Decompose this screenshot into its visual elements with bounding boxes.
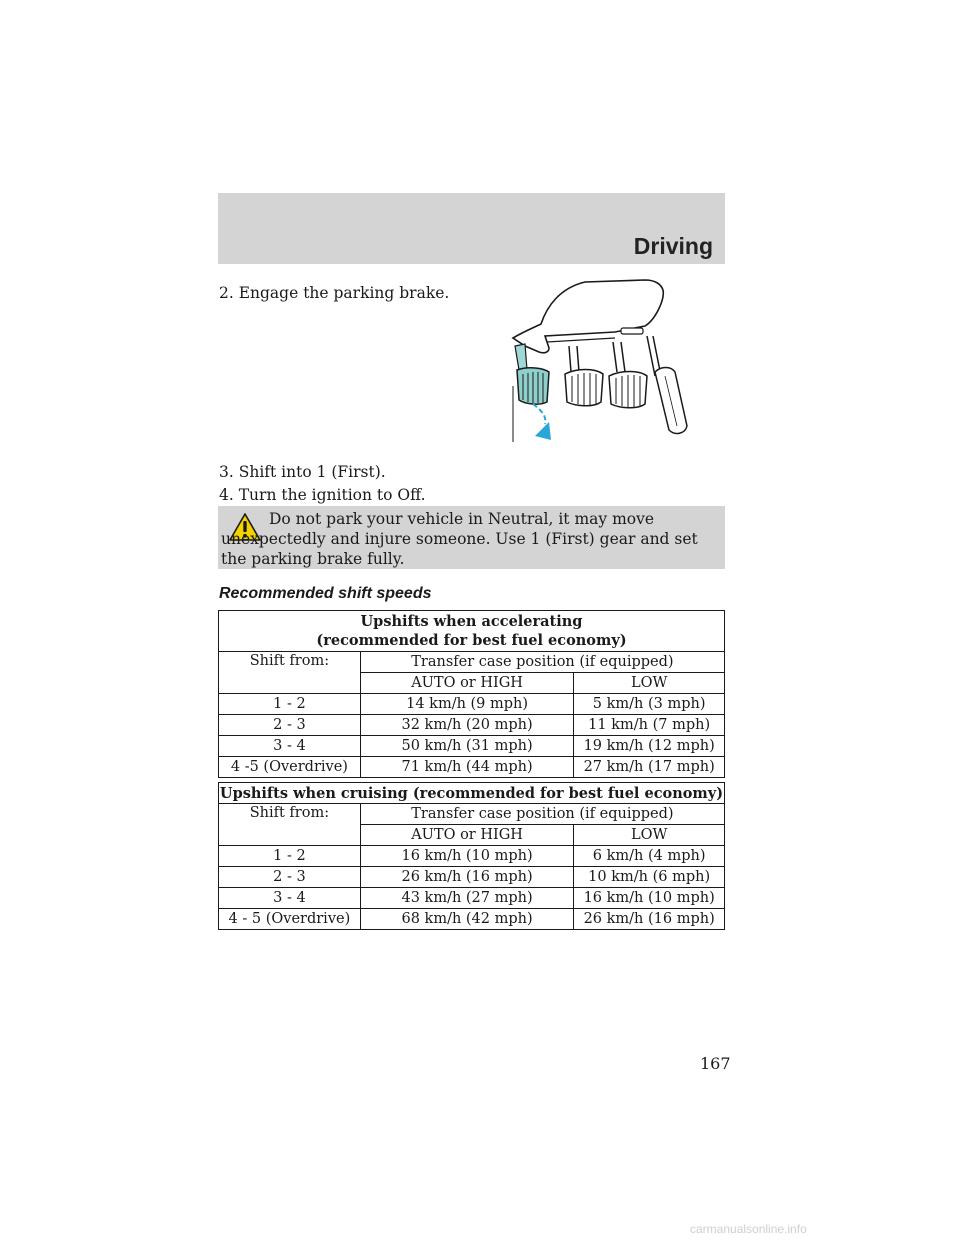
low-speed-cell: 27 km/h (17 mph) [574, 757, 725, 778]
shift-gear-cell: 1 - 2 [219, 694, 361, 715]
shift-gear-cell: 1 - 2 [219, 846, 361, 867]
page-number: 167 [700, 1054, 731, 1073]
auto-high-column-header: AUTO or HIGH [360, 825, 573, 846]
shift-gear-cell: 3 - 4 [219, 736, 361, 757]
low-speed-cell: 26 km/h (16 mph) [574, 909, 725, 930]
parking-brake-pedal-illustration [505, 276, 727, 446]
table-row [219, 694, 725, 715]
low-speed-cell: 6 km/h (4 mph) [574, 846, 725, 867]
low-column-header: LOW [574, 673, 725, 694]
section-header [218, 193, 725, 264]
table-row [219, 757, 725, 778]
step-ignition-off: 4. Turn the ignition to Off. [219, 486, 426, 504]
low-speed-cell: 10 km/h (6 mph) [574, 867, 725, 888]
auto-high-speed-cell: 43 km/h (27 mph) [360, 888, 573, 909]
transfer-case-header: Transfer case position (if equipped) [360, 804, 724, 825]
step-shift-first: 3. Shift into 1 (First). [219, 463, 386, 481]
shift-from-header: Shift from: [219, 652, 361, 694]
table-title-line: Upshifts when accelerating [360, 613, 583, 630]
warning-text: Do not park your vehicle in Neutral, it may move unexpectedly and injure someone. Use 1 (First) gear and set the parking brake fully. [221, 510, 698, 568]
auto-high-speed-cell: 71 km/h (44 mph) [360, 757, 573, 778]
table-title [219, 611, 725, 652]
auto-high-column-header: AUTO or HIGH [360, 673, 573, 694]
recommended-shift-speeds-heading: Recommended shift speeds [219, 585, 432, 602]
low-speed-cell: 5 km/h (3 mph) [574, 694, 725, 715]
table-title-line: (recommended for best fuel economy) [316, 632, 627, 649]
table-row [219, 715, 725, 736]
shift-gear-cell: 4 -5 (Overdrive) [219, 757, 361, 778]
shift-gear-cell: 2 - 3 [219, 715, 361, 736]
low-column-header: LOW [574, 825, 725, 846]
warning-box [218, 506, 725, 569]
auto-high-speed-cell: 16 km/h (10 mph) [360, 846, 573, 867]
auto-high-speed-cell: 50 km/h (31 mph) [360, 736, 573, 757]
low-speed-cell: 16 km/h (10 mph) [574, 888, 725, 909]
shift-from-header: Shift from: [219, 804, 361, 846]
auto-high-speed-cell: 14 km/h (9 mph) [360, 694, 573, 715]
auto-high-speed-cell: 26 km/h (16 mph) [360, 867, 573, 888]
table-row [219, 909, 725, 930]
step-engage-parking-brake: 2. Engage the parking brake. [219, 284, 450, 302]
table-row [219, 736, 725, 757]
low-speed-cell: 19 km/h (12 mph) [574, 736, 725, 757]
auto-high-speed-cell: 68 km/h (42 mph) [360, 909, 573, 930]
table-row [219, 867, 725, 888]
shift-gear-cell: 4 - 5 (Overdrive) [219, 909, 361, 930]
shift-gear-cell: 3 - 4 [219, 888, 361, 909]
accelerating-shift-table [218, 610, 725, 778]
low-speed-cell: 11 km/h (7 mph) [574, 715, 725, 736]
table-row [219, 888, 725, 909]
shift-gear-cell: 2 - 3 [219, 867, 361, 888]
transfer-case-header: Transfer case position (if equipped) [360, 652, 724, 673]
auto-high-speed-cell: 32 km/h (20 mph) [360, 715, 573, 736]
cruising-shift-table [218, 782, 725, 930]
table-title: Upshifts when cruising (recommended for best fuel economy) [219, 784, 724, 802]
watermark: carmanualsonline.info [690, 1222, 807, 1236]
section-title: Driving [633, 233, 713, 259]
table-row [219, 846, 725, 867]
